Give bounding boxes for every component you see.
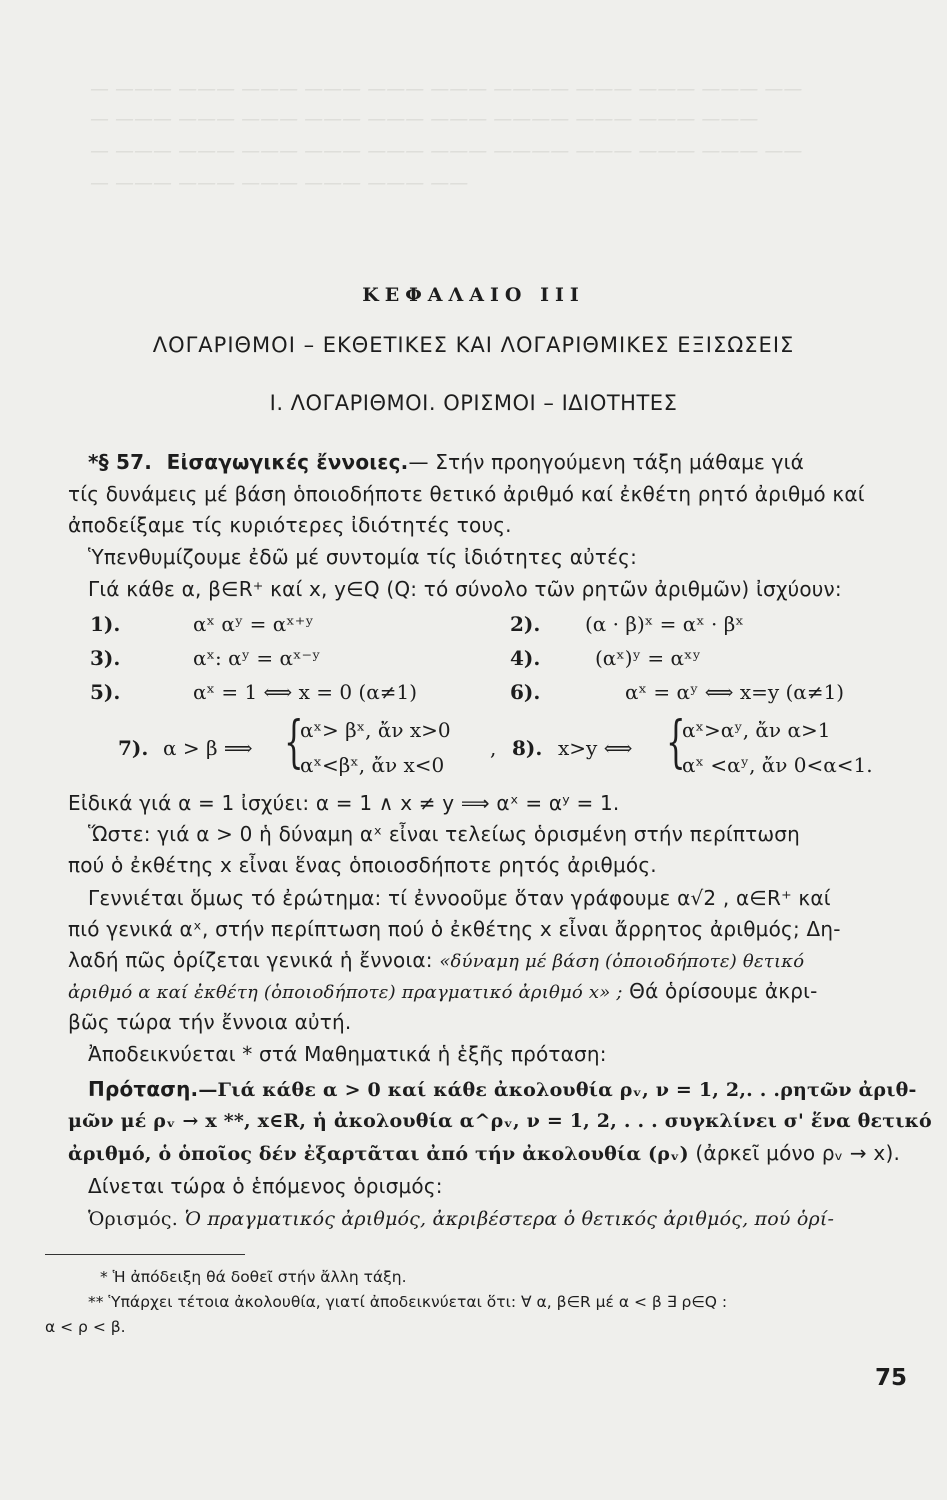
question-line-1: Γεννιέται ὅμως τό ἐρώτημα: τί ἐννοοῦμε ὅταν γράφουμε α√2 , α∈R⁺ καί: [88, 886, 831, 910]
paragraph-text: — Στήν προηγούμενη τάξη μάθαμε γιά: [408, 450, 804, 474]
property-number: 8).: [512, 736, 543, 760]
property-number: 7).: [118, 736, 149, 760]
property-formula: αˣ = αʸ ⟺ x=y (α≠1): [625, 680, 845, 704]
proposition-text: —Γιά κάθε α > 0 καί κάθε ἀκολουθία ρᵥ, ν = 1, 2,. . .ρητῶν ἀριθ-: [198, 1079, 917, 1101]
proposition-line-2: μῶν μέ ρᵥ → x **, x∈R, ἡ ἀκολουθία α^ρᵥ, ν = 1, 2, . . . συγκλίνει σ' ἕνα θετικό: [68, 1110, 932, 1132]
proposition-line-1: [88, 1075, 918, 1104]
definition-label: Ὁρισμός.: [88, 1208, 178, 1230]
left-brace: {: [284, 710, 304, 775]
bleed-through-text: — ——— ——— ——— ——— ——— ——— ———— ——— ——— ———: [90, 108, 759, 130]
next-definition-line: Δίνεται τώρα ὁ ἑπόμενος ὁρισμός:: [88, 1174, 443, 1198]
left-brace: {: [666, 710, 686, 775]
hence-line-2: πού ὁ ἐκθέτης x εἶναι ἕνας ὁποιοσδήποτε ρητός ἀριθμός.: [68, 853, 657, 877]
property-formula: (αˣ)ʸ = αˣʸ: [595, 646, 701, 670]
question-text: Θά ὁρίσουμε ἀκρι-: [629, 979, 818, 1003]
chapter-title: ΛΟΓΑΡΙΘΜΟΙ – ΕΚΘΕΤΙΚΕΣ ΚΑΙ ΛΟΓΑΡΙΘΜΙΚΕΣ ΕΞΙΣΩΣΕΙΣ: [152, 333, 795, 357]
proposition-label: Πρόταση.: [88, 1077, 199, 1101]
question-text: λαδή πῶς ὁρίζεται γενικά ἡ ἔννοια:: [68, 948, 433, 972]
quoted-concept: «δύναμη μέ βάση (ὁποιοδήποτε) θετικό: [439, 951, 805, 972]
property-formula: x>y ⟺: [558, 736, 633, 760]
footnote-2-continued: α < ρ < β.: [45, 1318, 126, 1336]
proposition-line-3: [68, 1139, 901, 1168]
question-line-3: [68, 946, 898, 976]
property-case: αˣ <αʸ, ἄν 0<α<1.: [682, 753, 873, 777]
paragraph-57-line-5: Γιά κάθε α, β∈R⁺ καί x, y∈Q (Q: τό σύνολο τῶν ρητῶν ἀριθμῶν) ἰσχύουν:: [88, 577, 842, 601]
proposition-note: (ἀρκεῖ μόνο ρᵥ → x).: [695, 1141, 901, 1165]
proposition-text: ἀριθμό, ὁ ὁποῖος δέν ἐξαρτᾶται ἀπό τήν ἀκολουθία (ρᵥ): [68, 1143, 689, 1165]
hence-line-1: Ὥστε: γιά α > 0 ἡ δύναμη αˣ εἶναι τελείως ὁρισμένη στήν περίπτωση: [88, 822, 801, 846]
paragraph-57-line-1: [88, 448, 918, 476]
property-formula: αˣ αʸ = αˣ⁺ʸ: [193, 612, 314, 636]
property-number: 1).: [90, 612, 121, 636]
property-formula: αˣ = 1 ⟺ x = 0 (α≠1): [193, 680, 417, 704]
property-formula: (α · β)ˣ = αˣ · βˣ: [585, 612, 744, 636]
paragraph-57-line-3: ἀποδείξαμε τίς κυριότερες ἰδιότητές τους.: [68, 513, 512, 537]
paragraph-heading: Εἰσαγωγικές ἔννοιες.: [166, 450, 409, 474]
property-number: 2).: [510, 612, 541, 636]
property-number: 6).: [510, 680, 541, 704]
question-line-5: βῶς τώρα τήν ἔννοια αὐτή.: [68, 1010, 352, 1034]
footnote-1: * Ἡ ἀπόδειξη θά δοθεῖ στήν ἄλλη τάξη.: [100, 1268, 407, 1286]
question-line-2: πιό γενικά αˣ, στήν περίπτωση πού ὁ ἐκθέτης x εἶναι ἄρρητος ἀριθμός; Δη-: [68, 917, 841, 941]
property-case: αˣ<βˣ, ἄν x<0: [300, 753, 445, 777]
property-case: αˣ>αʸ, ἄν α>1: [682, 718, 831, 742]
property-formula: α > β ⟹: [163, 736, 253, 760]
property-number: 3).: [90, 646, 121, 670]
page-number: 75: [875, 1365, 908, 1391]
property-case: αˣ> βˣ, ἄν x>0: [300, 718, 451, 742]
bleed-through-text: — ——— ——— ——— ——— ——— ——: [90, 172, 469, 194]
paragraph-marker: *§ 57.: [88, 450, 153, 474]
definition-text: Ὁ πραγματικός ἀριθμός, ἀκριβέστερα ὁ θετικός ἀριθμός, πού ὁρί-: [184, 1208, 835, 1230]
bleed-through-text: — ——— ——— ——— ——— ——— ——— ———— ——— ——— ——— ——: [90, 78, 803, 100]
bleed-through-text: — ——— ——— ——— ——— ——— ——— ———— ——— ——— ——— ——: [90, 140, 803, 162]
section-title: Ι. ΛΟΓΑΡΙΘΜΟΙ. ΟΡΙΣΜΟΙ – ΙΔΙΟΤΗΤΕΣ: [269, 391, 678, 415]
paragraph-57-line-2: τίς δυνάμεις μέ βάση ὁποιοδήποτε θετικό ἀριθμό καί ἐκθέτη ρητό ἀριθμό καί: [68, 482, 865, 506]
property-number: 4).: [510, 646, 541, 670]
question-line-4: [68, 977, 898, 1007]
proof-line: Ἀποδεικνύεται * στά Μαθηματικά ἡ ἑξῆς πρόταση:: [88, 1042, 607, 1066]
footnote-2: ** Ὑπάρχει τέτοια ἀκολουθία, γιατί ἀποδεικνύεται ὅτι: ∀ α, β∈R μέ α < β ∃ ρ∈Q :: [88, 1293, 728, 1311]
property-formula: αˣ: αʸ = αˣ⁻ʸ: [193, 646, 321, 670]
definition-line: [88, 1204, 918, 1233]
paragraph-57-line-4: Ὑπενθυμίζουμε ἐδῶ μέ συντομία τίς ἰδιότητες αὐτές:: [88, 545, 638, 569]
separator: ,: [490, 736, 497, 760]
quoted-concept: ἀριθμό α καί ἐκθέτη (ὁποιοδήποτε) πραγματικό ἀριθμό x» ;: [68, 982, 623, 1003]
property-number: 5).: [90, 680, 121, 704]
chapter-label: ΚΕΦΑΛΑΙΟ III: [362, 284, 585, 306]
special-case-line: Εἰδικά γιά α = 1 ἰσχύει: α = 1 ∧ x ≠ y ⟹ αˣ = αʸ = 1.: [68, 791, 620, 815]
footnote-rule: [45, 1254, 245, 1255]
